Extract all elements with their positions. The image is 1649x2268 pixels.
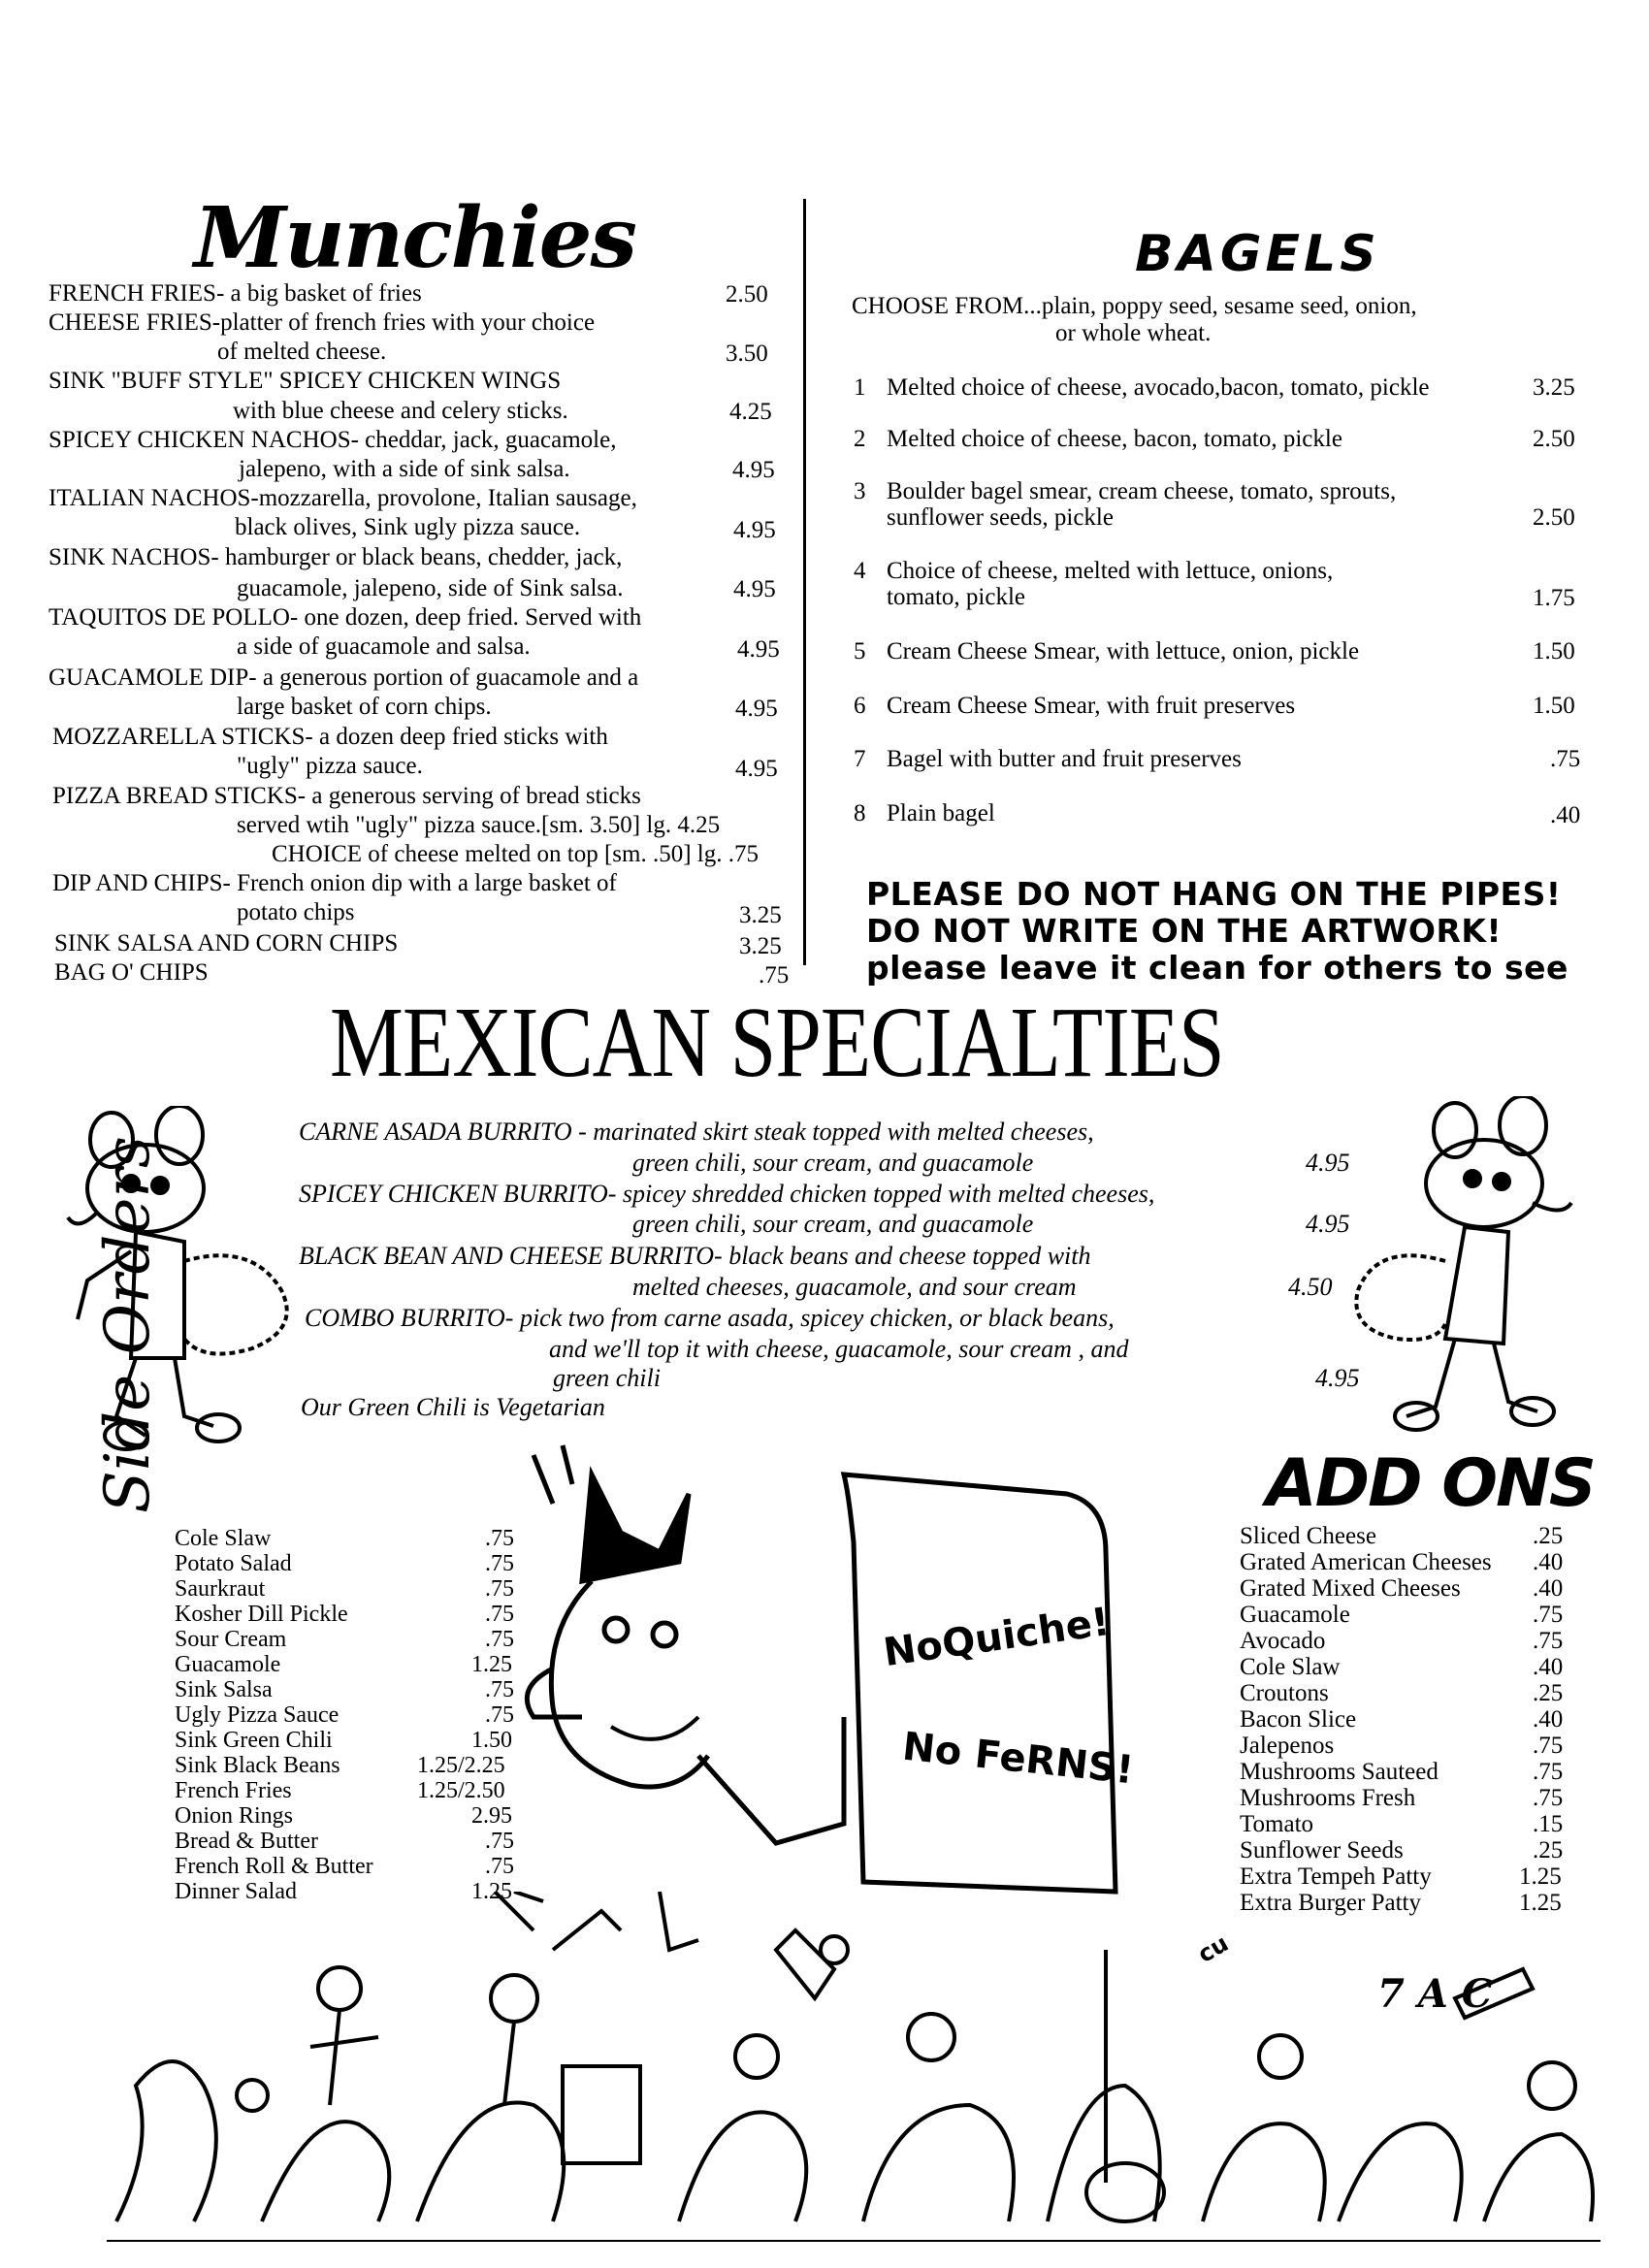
side-order-price: 2.95 xyxy=(471,1803,512,1829)
side-order-price: .75 xyxy=(485,1551,514,1576)
bagel-item-price: .75 xyxy=(1550,746,1581,772)
add-on-name: Tomato xyxy=(1240,1811,1314,1837)
side-order-name: Guacamole xyxy=(175,1652,281,1677)
side-order-price: 1.50 xyxy=(471,1728,512,1753)
notice-line: DO NOT WRITE ON THE ARTWORK! xyxy=(866,912,1503,950)
bagel-item-price: 1.75 xyxy=(1533,585,1575,611)
add-on-price: .75 xyxy=(1533,1785,1564,1811)
side-order-name: Bread & Butter xyxy=(175,1829,318,1854)
munchies-price: 4.95 xyxy=(733,517,776,543)
add-on-name: Cole Slaw xyxy=(1240,1654,1341,1680)
side-order-price: .75 xyxy=(485,1526,514,1551)
add-on-price: .25 xyxy=(1533,1837,1564,1863)
mexican-line: BLACK BEAN AND CHEESE BURRITO- black beans and cheese topped with xyxy=(299,1242,1091,1270)
mexican-line: and we'll top it with cheese, guacamole, sour cream , and xyxy=(549,1335,1129,1363)
add-on-name: Grated American Cheeses xyxy=(1240,1549,1492,1575)
side-order-price: 1.25/2.25 xyxy=(417,1753,505,1778)
side-order-price: .75 xyxy=(485,1602,514,1627)
add-on-price: .25 xyxy=(1533,1523,1564,1549)
add-ons-title: ADD ONS xyxy=(1266,1445,1595,1522)
bagel-item-desc: Choice of cheese, melted with lettuce, onions, xyxy=(887,558,1334,584)
side-order-name: Saurkraut xyxy=(175,1576,266,1602)
bagels-intro: CHOOSE FROM...plain, poppy seed, sesame seed, onion, xyxy=(852,293,1417,319)
munchies-price: 2.50 xyxy=(726,281,768,308)
add-on-name: Jalepenos xyxy=(1240,1733,1335,1759)
munchies-price: 4.95 xyxy=(735,696,778,722)
side-orders-title: Side Orders xyxy=(92,1136,164,1513)
side-order-name: Ugly Pizza Sauce xyxy=(175,1702,340,1728)
side-order-name: Onion Rings xyxy=(175,1803,294,1829)
add-on-price: .75 xyxy=(1533,1602,1564,1628)
bagel-item-desc: Bagel with butter and fruit preserves xyxy=(887,746,1242,772)
add-on-price: 1.25 xyxy=(1519,1863,1562,1890)
bagel-item-desc: Cream Cheese Smear, with fruit preserves xyxy=(887,693,1296,719)
munchies-line: served wtih "ugly" pizza sauce.[sm. 3.50] lg. 4.25 xyxy=(237,812,721,838)
add-on-name: Sunflower Seeds xyxy=(1240,1837,1404,1863)
side-order-price: .75 xyxy=(485,1854,514,1879)
munchies-line: "ugly" pizza sauce. xyxy=(237,753,423,779)
munchies-line: MOZZARELLA STICKS- a dozen deep fried sticks with xyxy=(52,724,608,750)
add-on-name: Grated Mixed Cheeses xyxy=(1240,1575,1461,1602)
side-order-price: 1.25/2.50 xyxy=(417,1778,505,1803)
munchies-line: large basket of corn chips. xyxy=(237,694,492,720)
munchies-line: guacamole, jalepeno, side of Sink salsa. xyxy=(237,575,624,601)
artist-signature: 7 A C xyxy=(1377,1971,1493,2017)
side-order-price: .75 xyxy=(485,1576,514,1602)
add-on-price: .15 xyxy=(1533,1811,1564,1837)
mexican-price: 4.50 xyxy=(1288,1273,1333,1301)
munchies-line: CHOICE of cheese melted on top [sm. .50] lg. .75 xyxy=(272,841,759,867)
add-on-price: .75 xyxy=(1533,1733,1564,1759)
side-order-name: French Roll & Butter xyxy=(175,1854,373,1879)
bagel-item-desc: Plain bagel xyxy=(887,800,995,826)
bagel-item-number: 3 xyxy=(854,478,866,504)
bagel-item-desc: Melted choice of cheese, avocado,bacon, tomato, pickle xyxy=(887,374,1430,401)
munchies-price: 4.25 xyxy=(729,399,772,425)
munchies-price: 3.25 xyxy=(739,933,782,959)
mexican-line: melted cheeses, guacamole, and sour cream xyxy=(632,1273,1077,1301)
notice-line: PLEASE DO NOT HANG ON THE PIPES! xyxy=(866,875,1562,913)
side-order-price: 1.25 xyxy=(471,1652,512,1677)
side-order-name: Sink Green Chili xyxy=(175,1728,333,1753)
bagel-item-price: 3.25 xyxy=(1533,374,1575,401)
add-on-price: .75 xyxy=(1533,1759,1564,1785)
munchies-line: TAQUITOS DE POLLO- one dozen, deep fried. Served with xyxy=(48,604,642,631)
add-on-price: .40 xyxy=(1533,1706,1564,1733)
bagel-item-number: 5 xyxy=(854,638,866,664)
bagel-item-desc: tomato, pickle xyxy=(887,584,1026,610)
bagels-title: BAGELS xyxy=(1135,225,1380,283)
bagels-intro: or whole wheat. xyxy=(1055,320,1212,346)
add-on-price: .75 xyxy=(1533,1628,1564,1654)
mexican-price: 4.95 xyxy=(1315,1364,1360,1392)
add-on-name: Mushrooms Sauteed xyxy=(1240,1759,1439,1785)
add-on-name: Guacamole xyxy=(1240,1602,1350,1628)
munchies-line: SINK "BUFF STYLE" SPICEY CHICKEN WINGS xyxy=(48,368,562,394)
mexican-line: green chili xyxy=(553,1364,661,1392)
crowd-illustration xyxy=(97,1892,1610,2260)
bagel-item-number: 4 xyxy=(854,558,866,584)
add-on-name: Sliced Cheese xyxy=(1240,1523,1376,1549)
munchies-line: BAG O' CHIPS xyxy=(54,959,209,986)
munchies-line: jalepeno, with a side of sink salsa. xyxy=(239,456,570,482)
sign-text: NoQuiche! xyxy=(880,1599,1113,1676)
side-order-name: Cole Slaw xyxy=(175,1526,272,1551)
side-order-name: Kosher Dill Pickle xyxy=(175,1602,348,1627)
mexican-line: Our Green Chili is Vegetarian xyxy=(301,1393,605,1421)
munchies-price: 3.25 xyxy=(739,902,782,928)
mexican-line: SPICEY CHICKEN BURRITO- spicey shredded chicken topped with melted cheeses, xyxy=(299,1180,1155,1208)
side-order-price: .75 xyxy=(485,1702,514,1728)
add-on-price: .40 xyxy=(1533,1654,1564,1680)
no-quiche-cartoon xyxy=(524,1436,1232,1940)
add-on-price: .40 xyxy=(1533,1549,1564,1575)
cup-label: cu xyxy=(1193,1929,1234,1968)
mexican-price: 4.95 xyxy=(1306,1210,1350,1238)
munchies-line: GUACAMOLE DIP- a generous portion of guacamole and a xyxy=(48,664,639,691)
munchies-line: black olives, Sink ugly pizza sauce. xyxy=(235,514,581,540)
side-order-price: .75 xyxy=(485,1829,514,1854)
munchies-line: with blue cheese and celery sticks. xyxy=(233,398,568,424)
bagel-item-desc: sunflower seeds, pickle xyxy=(887,504,1114,531)
mexican-line: COMBO BURRITO- pick two from carne asada, spicey chicken, or black beans, xyxy=(305,1304,1115,1332)
munchies-line: ITALIAN NACHOS-mozzarella, provolone, Italian sausage, xyxy=(48,485,637,511)
bagel-item-number: 6 xyxy=(854,693,866,719)
bagel-item-price: 2.50 xyxy=(1533,426,1575,452)
side-order-name: Sink Salsa xyxy=(175,1677,273,1702)
bagel-item-desc: Melted choice of cheese, bacon, tomato, pickle xyxy=(887,426,1342,452)
side-order-price: 1.25 xyxy=(471,1879,512,1904)
side-order-name: Potato Salad xyxy=(175,1551,292,1576)
mexican-line: CARNE ASADA BURRITO - marinated skirt steak topped with melted cheeses, xyxy=(299,1118,1094,1146)
side-order-price: .75 xyxy=(485,1627,514,1652)
rat-illustration-right xyxy=(1339,1096,1581,1445)
add-on-name: Extra Tempeh Patty xyxy=(1240,1863,1432,1890)
side-order-price: .75 xyxy=(485,1677,514,1702)
bagel-item-desc: Cream Cheese Smear, with lettuce, onion, pickle xyxy=(887,638,1360,664)
side-order-name: Sink Black Beans xyxy=(175,1753,340,1778)
side-order-name: Sour Cream xyxy=(175,1627,287,1652)
mexican-line: green chili, sour cream, and guacamole xyxy=(632,1210,1034,1238)
notice-line: please leave it clean for others to see xyxy=(866,949,1568,987)
munchies-line: PIZZA BREAD STICKS- a generous serving of bread sticks xyxy=(52,783,641,809)
side-order-name: Dinner Salad xyxy=(175,1879,297,1904)
munchies-line: a side of guacamole and salsa. xyxy=(237,633,531,660)
add-on-name: Extra Burger Patty xyxy=(1240,1890,1421,1916)
bagel-item-number: 1 xyxy=(854,374,866,401)
mexican-price: 4.95 xyxy=(1306,1149,1350,1177)
add-on-price: .40 xyxy=(1533,1575,1564,1602)
munchies-line: SPICEY CHICKEN NACHOS- cheddar, jack, guacamole, xyxy=(48,427,617,453)
munchies-price: 4.95 xyxy=(732,457,775,483)
add-on-price: .25 xyxy=(1533,1680,1564,1706)
munchies-price: 3.50 xyxy=(726,340,768,367)
munchies-price: 4.95 xyxy=(733,576,776,602)
add-on-price: 1.25 xyxy=(1519,1890,1562,1916)
bagel-item-number: 2 xyxy=(854,426,866,452)
bagel-item-price: .40 xyxy=(1550,802,1581,828)
add-on-name: Bacon Slice xyxy=(1240,1706,1357,1733)
bagel-item-desc: Boulder bagel smear, cream cheese, tomato, sprouts, xyxy=(887,478,1397,504)
bagel-item-number: 7 xyxy=(854,746,866,772)
munchies-line: CHEESE FRIES-platter of french fries with your choice xyxy=(48,309,596,336)
munchies-price: .75 xyxy=(759,962,790,988)
add-on-name: Croutons xyxy=(1240,1680,1329,1706)
add-on-name: Mushrooms Fresh xyxy=(1240,1785,1416,1811)
bagel-item-price: 1.50 xyxy=(1533,693,1575,719)
bagel-item-number: 8 xyxy=(854,800,866,826)
munchies-title: Munchies xyxy=(194,189,635,287)
bagel-item-price: 2.50 xyxy=(1533,504,1575,531)
sign-text: No FeRNS! xyxy=(900,1724,1136,1794)
add-on-name: Avocado xyxy=(1240,1628,1326,1654)
munchies-line: FRENCH FRIES- a big basket of fries xyxy=(48,280,422,307)
munchies-line: of melted cheese. xyxy=(217,339,387,365)
munchies-price: 4.95 xyxy=(737,636,780,663)
munchies-line: SINK SALSA AND CORN CHIPS xyxy=(54,930,399,956)
munchies-line: potato chips xyxy=(237,899,355,925)
munchies-price: 4.95 xyxy=(735,756,778,782)
column-divider xyxy=(803,199,806,965)
munchies-line: DIP AND CHIPS- French onion dip with a large basket of xyxy=(52,870,617,896)
bagel-item-price: 1.50 xyxy=(1533,638,1575,664)
mexican-specialties-title: MEXICAN SPECIALTIES xyxy=(330,987,1224,1098)
mexican-line: green chili, sour cream, and guacamole xyxy=(632,1149,1034,1177)
munchies-line: SINK NACHOS- hamburger or black beans, chedder, jack, xyxy=(48,544,623,570)
side-order-name: French Fries xyxy=(175,1778,292,1803)
